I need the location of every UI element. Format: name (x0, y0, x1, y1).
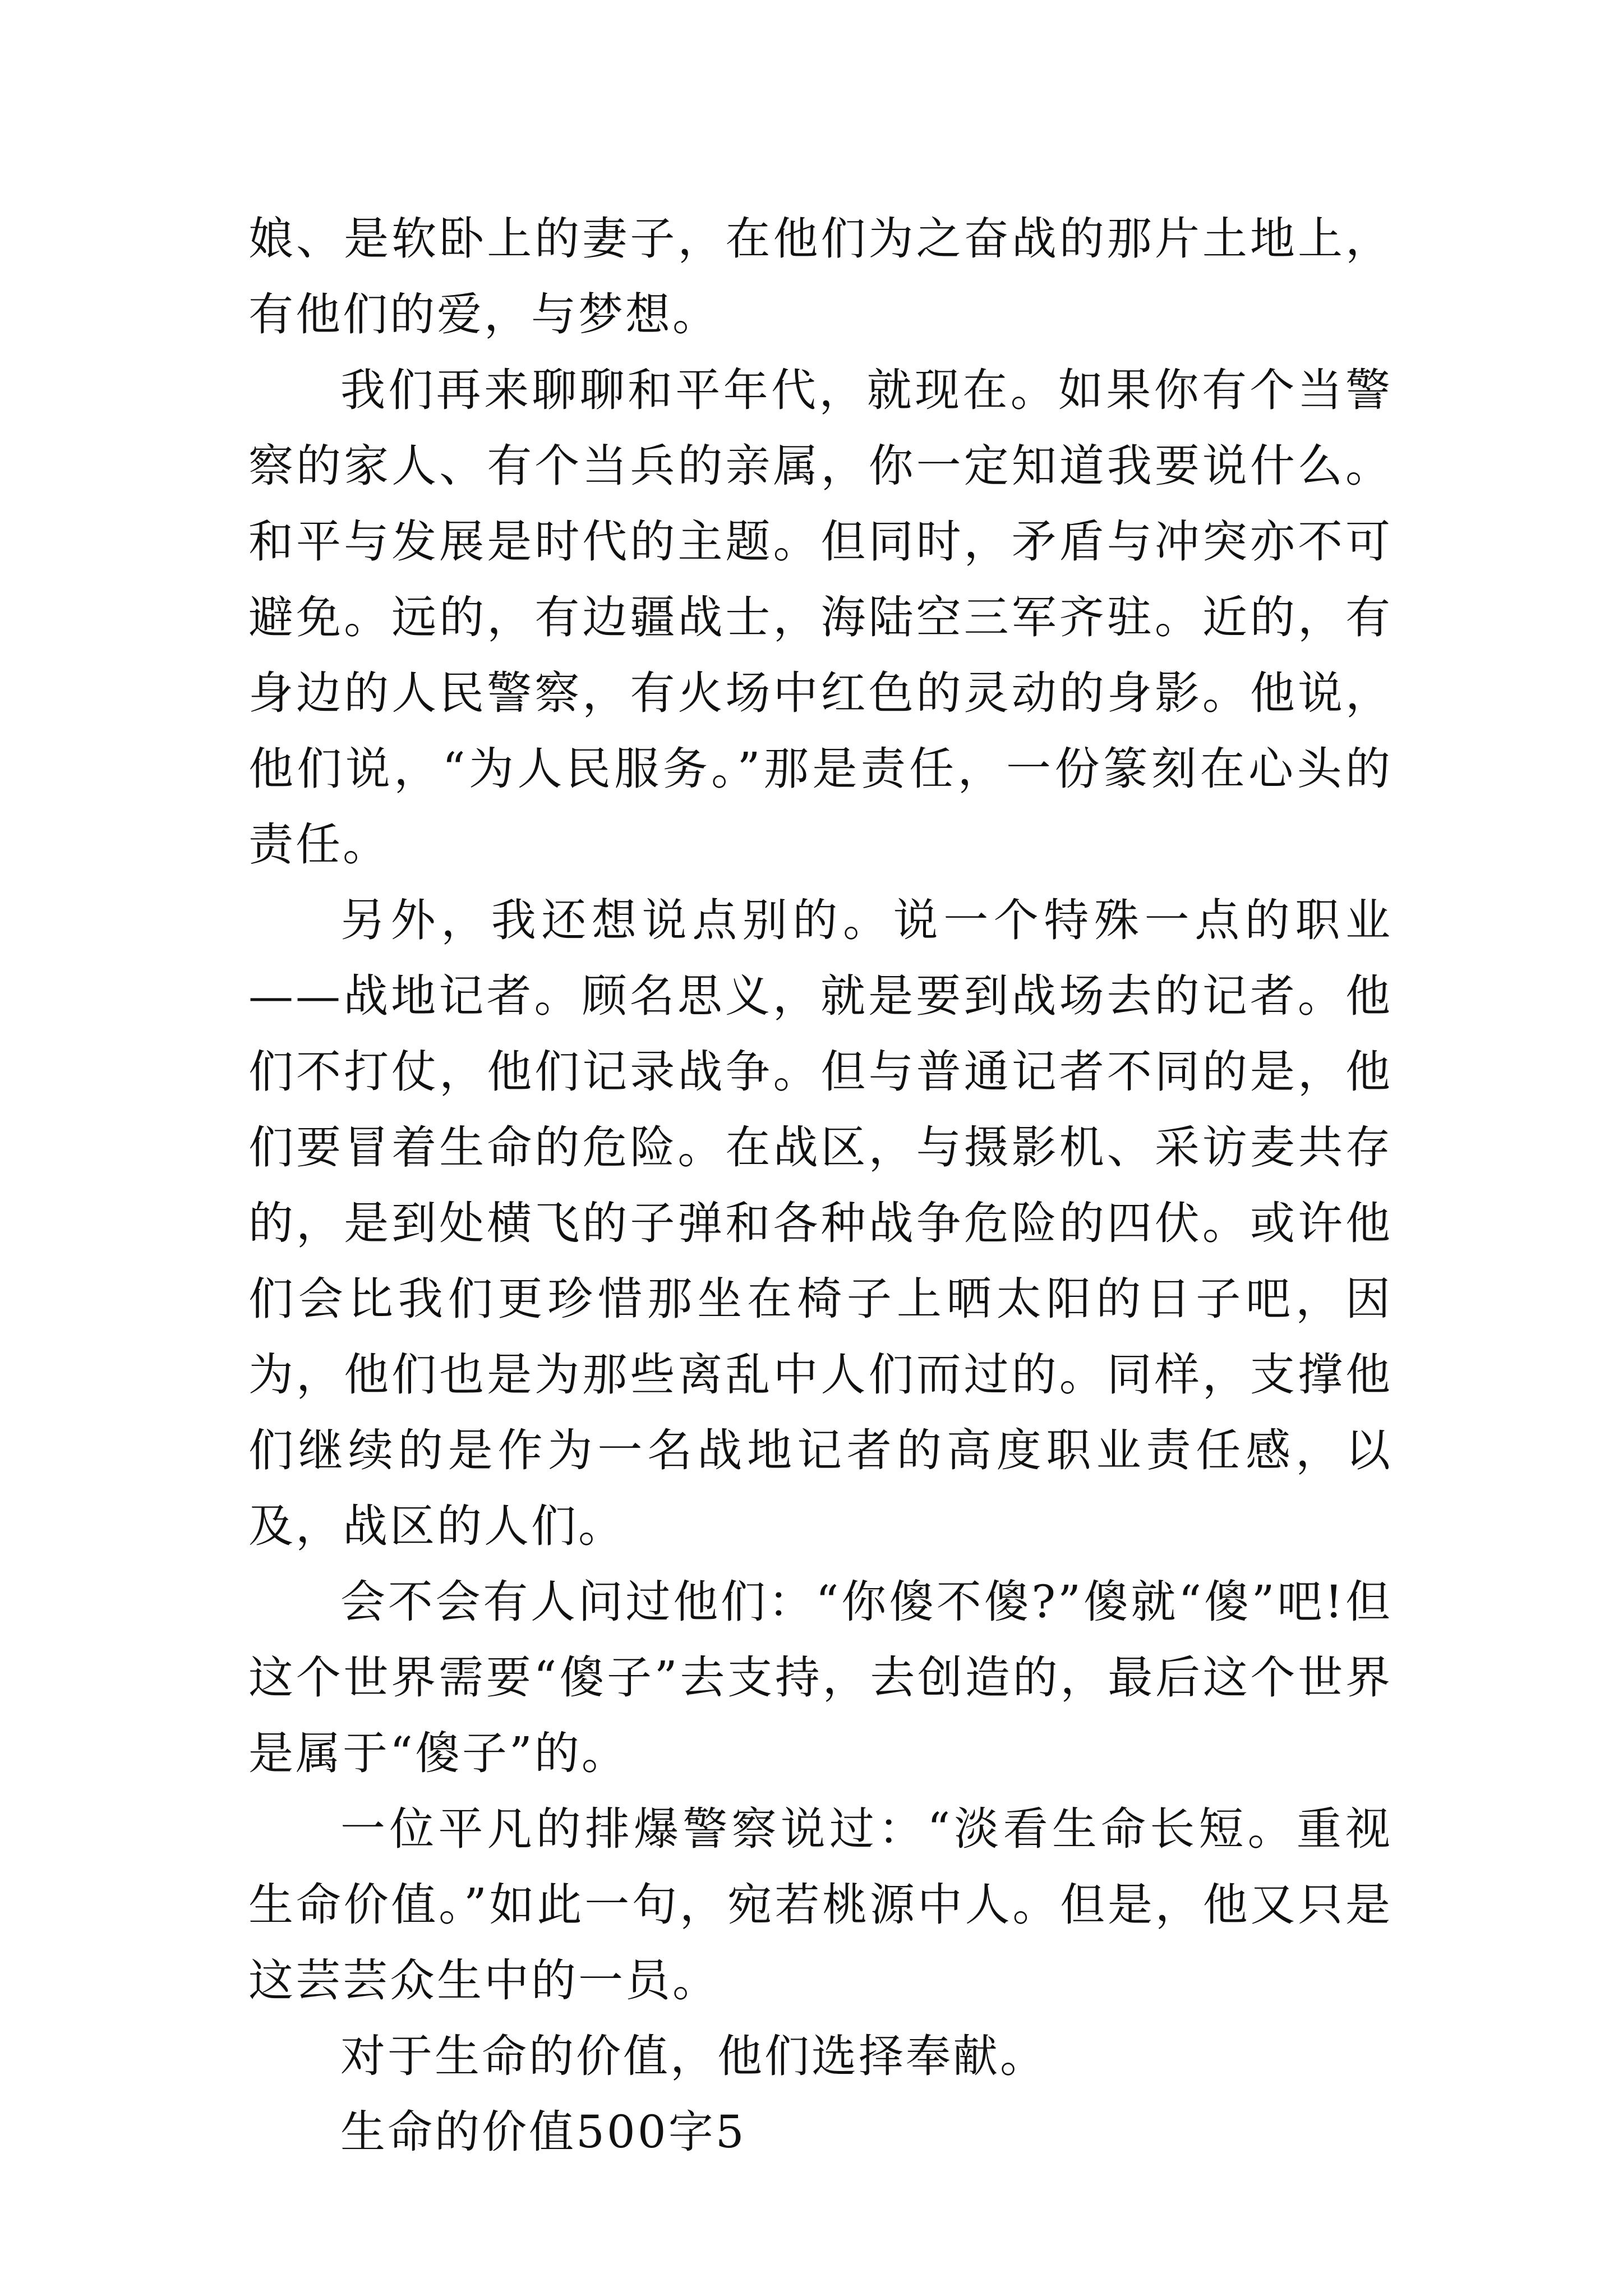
essay-heading: 生命的价值500字5 (340, 2106, 746, 2158)
paragraph-continued: 娘、是软卧上的妻子，在他们为之奋战的那片土地上，有他们的爱，与梦想。 (248, 213, 1393, 341)
paragraph-war-reporter: 另外，我还想说点别的。说一个特殊一点的职业——战地记者。顾名思义，就是要到战场去的记者。他们不打仗，他们记录战争。但与普通记者不同的是，他们要冒着生命的危险。在战区，与摄影机、采访麦共存的，是到处横飞的子弹和各种战争危险的四伏。或许他们会比我们更珍惜那坐在椅子上晒太阳的日子吧，因为，他们也是为那些离乱中人们而过的。同样，支撑他们继续的是作为一名战地记者的高度职业责任感，以及，战区的人们。 (248, 894, 1393, 1552)
paragraph-fools: 会不会有人问过他们：“你傻不傻?”傻就“傻”吧!但这个世界需要“傻子”去支持，去创造的，最后这个世界是属于“傻子”的。 (248, 1576, 1393, 1779)
paragraph-conclusion: 对于生命的价值，他们选择奉献。 (340, 2030, 1047, 2082)
paragraph-bomb-police: 一位平凡的排爆警察说过：“淡看生命长短。重视生命价值。”如此一句，宛若桃源中人。但是，他又只是这芸芸众生中的一员。 (248, 1803, 1393, 2007)
document-body (248, 201, 1393, 2170)
paragraph-peacetime: 我们再来聊聊和平年代，就现在。如果你有个当警察的家人、有个当兵的亲属，你一定知道我要说什么。和平与发展是时代的主题。但同时，矛盾与冲突亦不可避免。远的，有边疆战士，海陆空三军齐驻。近的，有身边的人民警察，有火场中红色的灵动的身影。他说，他们说，“为人民服务。”那是责任，一份篆刻在心头的责任。 (248, 364, 1393, 871)
